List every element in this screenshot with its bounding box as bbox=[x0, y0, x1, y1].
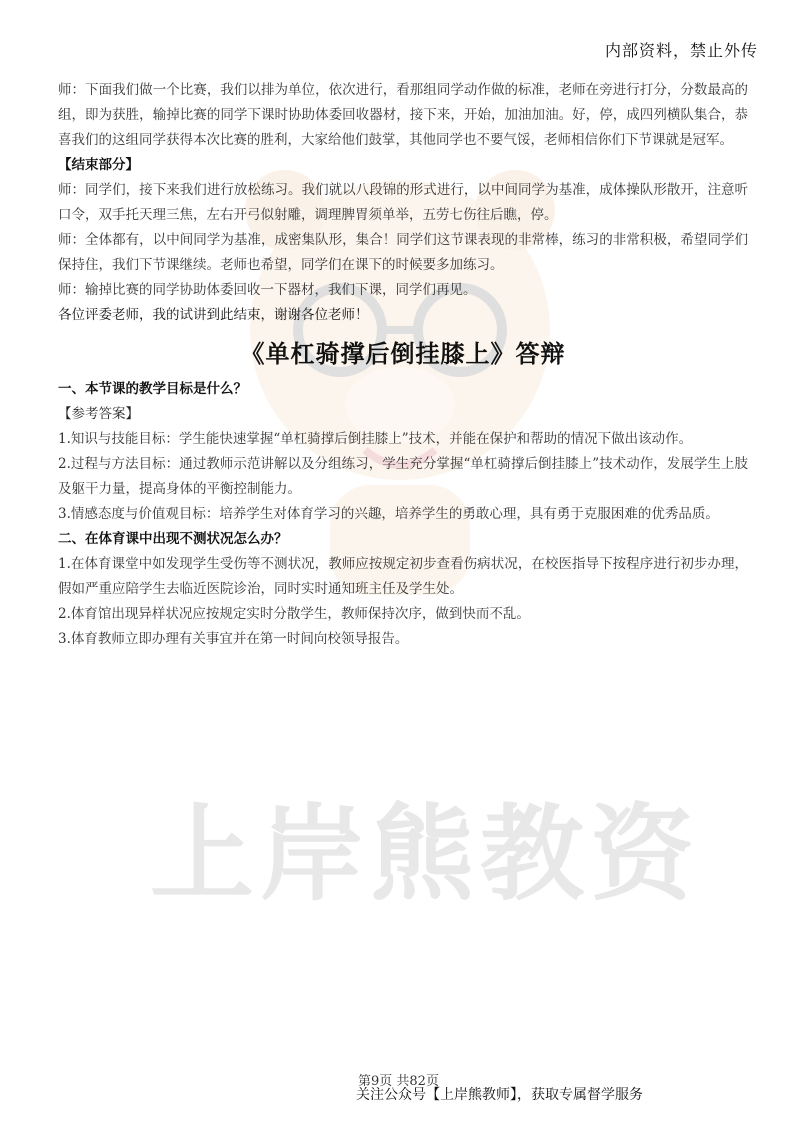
ending-paragraph: 师：输掉比赛的同学协助体委回收一下器材，我们下课，同学们再见。 bbox=[58, 282, 477, 298]
page-number: 第9页 共82页 bbox=[358, 1074, 439, 1089]
answer-item: 2.体育馆出现异样状况应按规定实时分散学生，教师保持次序，做到快而不乱。 bbox=[58, 606, 530, 622]
question-heading: 二、在体育课中出现不测状况怎么办？ bbox=[58, 531, 288, 547]
answer-item: 3.体育教师立即办理有关事宜并在第一时间向校领导报告。 bbox=[58, 631, 409, 647]
watermark-brand-text: 上岸熊教资 bbox=[150, 793, 701, 915]
answer-item: 2.过程与方法目标：通过教师示范讲解以及分组练习，学生充分掌握“单杠骑撑后倒挂膝上”技术动作，发展学生上肢及躯干力量，提高身体的平衡控制能力。 bbox=[58, 456, 748, 497]
ending-paragraph: 师：全体都有，以中间同学为基准，成密集队形，集合！同学们这节课表现的非常棒，练习的非常积极，希望同学们保持住，我们下节课继续。老师也希望，同学们在课下的时候要多加练习。 bbox=[58, 232, 748, 273]
page-content bbox=[58, 78, 748, 652]
question-heading: 一、本节课的教学目标是什么？ bbox=[58, 381, 247, 397]
closing-remark: 各位评委老师，我的试讲到此结束，谢谢各位老师！ bbox=[58, 307, 369, 323]
answer-item: 1.在体育课堂中如发现学生受伤等不测状况，教师应按规定初步查看伤病状况，在校医指导下按程序进行初步办理，假如严重应陪学生去临近医院诊治，同时实时通知班主任及学生处。 bbox=[58, 556, 748, 597]
ending-paragraph: 师：同学们，接下来我们进行放松练习。我们就以八段锦的形式进行，以中间同学为基准，成体操队形散开，注意听口令，双手托天理三焦，左右开弓似射雕，调理脾胃须单举，五劳七伤往后瞧，停。 bbox=[58, 182, 748, 223]
answer-item: 3.情感态度与价值观目标：培养学生对体育学习的兴趣，培养学生的勇敢心理，具有勇于克服困难的优秀品质。 bbox=[58, 506, 719, 522]
footer-promo: 关注公众号【上岸熊教师】，获取专属督学服务 bbox=[356, 1087, 643, 1103]
answer-item: 1.知识与技能目标：学生能快速掌握“单杠骑撑后倒挂膝上”技术，并能在保护和帮助的情况下做出该动作。 bbox=[58, 431, 693, 447]
doc-title: 《单杠骑撑后倒挂膝上》答辩 bbox=[240, 340, 566, 368]
intro-paragraph: 师：下面我们做一个比赛，我们以排为单位，依次进行，看那组同学动作做的标准，老师在旁进行打分，分数最高的组，即为获胜，输掉比赛的同学下课时协助体委回收器材，接下来，开始，加油加油。好，停，成四列横队集合，恭喜我们的这组同学获得本次比赛的胜利，大家给他们鼓掌，其他同学也不要气馁，老师相信你们下节课就是冠军。 bbox=[58, 82, 748, 148]
ending-section-title: 【结束部分】 bbox=[58, 157, 139, 173]
header-note: 内部资料，禁止外传 bbox=[604, 41, 758, 60]
answer-tag: 【参考答案】 bbox=[58, 406, 139, 422]
